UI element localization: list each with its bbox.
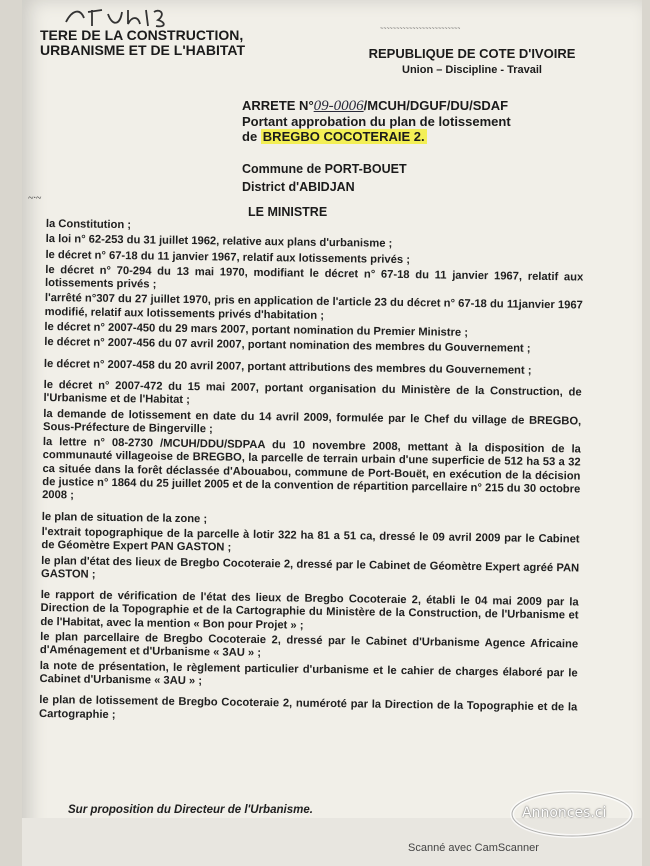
consideration-item: l'extrait topographique de la parcelle à lotir 322 ha 81 a 51 ca, dressé le 09 avril 2009 par le Cabinet de Géomètre Expert PAN GASTON ;	[41, 525, 580, 554]
watermark-text: Annonces.ci	[522, 805, 607, 821]
commune-name: Commune de PORT-BOUET	[242, 162, 407, 176]
republic-name: REPUBLIQUE DE COTE D'IVOIRE	[368, 46, 576, 61]
location-block	[242, 160, 407, 196]
consideration-item: le décret n° 2007-458 du 20 avril 2007, portant attributions des membres du Gouvernement ;	[43, 357, 532, 377]
consideration-item: le décret n° 67-18 du 11 janvier 1967, relatif aux lotissements privés ;	[45, 248, 411, 266]
republic-header	[322, 46, 622, 78]
consideration-item: le rapport de vérification de l'état des lieux de Bregbo Cocoteraie 2, établi le 04 mai 2009 par la Direction de la Topographie et de la Cartographie du Ministère de la Construction, de l'Urbanisme et de l'Habitat, avec la mention « Bon pour Projet » ;	[40, 589, 579, 632]
consideration-item: le décret n° 2007-472 du 15 mai 2007, portant organisation du Ministère de la Construction, de l'Urbanisme et de l'Habitat ;	[43, 378, 582, 407]
consideration-item: le décret n° 2007-456 du 07 avril 2007, portant nomination des membres du Gouvernement ;	[44, 336, 531, 356]
arrete-subject: Portant approbation du plan de lotissement	[242, 114, 511, 129]
district-name: District d'ABIDJAN	[242, 180, 355, 194]
consideration-item: le décret n° 2007-450 du 29 mars 2007, portant nomination du Premier Ministre ;	[44, 321, 469, 339]
arrete-number: 09-0006	[313, 98, 364, 114]
consideration-item: le plan de situation de la zone ;	[41, 510, 208, 525]
arrete-highlighted-name: BREGBO COCOTERAIE 2.	[262, 129, 425, 144]
arrete-subject-prefix: de	[242, 129, 258, 144]
arrete-prefix: ARRETE N°	[242, 98, 314, 113]
consideration-item: la loi n° 62-253 du 31 juillet 1962, relative aux plans d'urbanisme ;	[45, 233, 393, 251]
consideration-item: la demande de lotissement en date du 14 avril 2009, formulée par le Chef du village de BREGBO, Sous-Préfecture de Bingerville ;	[43, 407, 582, 436]
republic-motto: Union – Discipline - Travail	[402, 64, 542, 76]
proposal-line: Sur proposition du Directeur de l'Urbanisme.	[68, 804, 313, 816]
consideration-item: le plan d'état des lieux de Bregbo Cocoteraie 2, dressé par le Cabinet de Géomètre Expert agréé PAN GASTON ;	[40, 554, 580, 581]
consideration-item: la Constitution ;	[45, 218, 132, 232]
consideration-item: le plan de lotissement de Bregbo Cocoteraie 2, numéroté par la Direction de la Topographie et de la Cartographie ;	[38, 694, 578, 721]
document-page	[22, 0, 642, 866]
consideration-item: le plan parcellaire de Bregbo Cocoteraie 2, dressé par le Cabinet d'Urbanisme Agence Africaine d'Aménagement et d'Urbanisme « 3AU » ;	[39, 630, 579, 660]
considerations-list	[39, 218, 584, 730]
handwritten-mark: ~·~	[28, 193, 42, 204]
consideration-item: la lettre n° 08-2730 /MCUH/DDU/SDPAA du 10 novembre 2008, mettant à la disposition de la communauté villageoise de BREGBO, la parcelle de terrain urbain d'une superficie de 512 ha 53 a 32 ca située dans la forêt déclassée d'Abouabou, commune de Port-Bouët, en exécution de la décision de justice n° 1864 du 25 juillet 2005 et de la convention de répartition parcellaire n° 215 du 30 octobre 2008 ;	[42, 436, 581, 502]
ministry-header	[40, 28, 300, 58]
consideration-item: l'arrêté n°307 du 27 juillet 1970, pris en application de l'article 23 du décret n° 67-18 du 11janvier 1967 modifié, relatif aux lotissements privés d'habitation ;	[44, 292, 583, 322]
consideration-item: la note de présentation, le règlement particulier d'urbanisme et le cahier de charges élaboré par le Cabinet d'Urbanisme « 3AU » ;	[39, 659, 578, 688]
consideration-item: le décret n° 70-294 du 13 mai 1970, modifiant le décret n° 67-18 du 11 janvier 1967, relatif aux lotissements privés ;	[45, 263, 584, 291]
scanner-credit: Scanné avec CamScanner	[408, 842, 539, 854]
faint-stamp-text: ~~~~~~~~~~~~~~~~~~~~~~~~~	[380, 26, 461, 32]
arrete-suffix: /MCUH/DGUF/DU/SDAF	[363, 98, 509, 113]
ministry-line-1: TERE DE LA CONSTRUCTION,	[40, 27, 244, 43]
minister-heading: LE MINISTRE	[248, 205, 328, 219]
ministry-line-2: URBANISME ET DE L'HABITAT	[40, 42, 246, 58]
arrete-title	[242, 98, 622, 144]
